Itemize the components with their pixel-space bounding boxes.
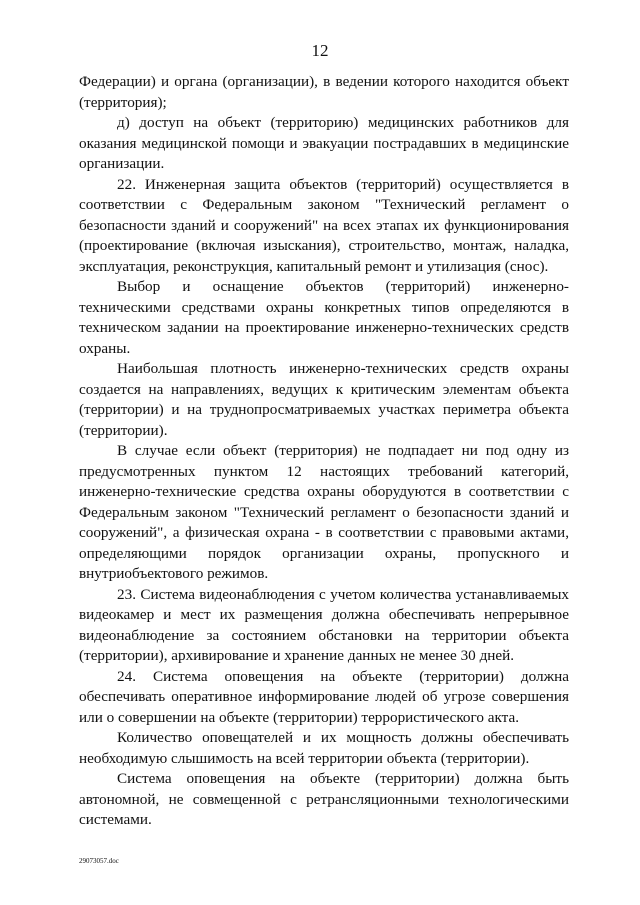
page-number: 12 — [311, 41, 329, 60]
document-file-code: 29073057.doc — [79, 857, 119, 865]
paragraph: Наибольшая плотность инженерно-технических средств охраны создается на направлениях, ведущих к критическим элементам объекта (территории) и на труднопросматриваемых участках периметра объекта (территории). — [79, 360, 569, 439]
paragraph: 23. Система видеонаблюдения с учетом количества устанавливаемых видеокамер и мест их размещения должна обеспечивать непрерывное видеонаблюдение за состоянием обстановки на территории объекта (территории), архивирование и хранение данных не менее 30 дней. — [79, 585, 569, 664]
paragraph: 24. Система оповещения на объекте (территории) должна обеспечивать оперативное информирование людей об угрозе совершения или о совершении на объекте (территории) террористического акта. — [79, 667, 569, 726]
document-body — [79, 72, 569, 831]
paragraph: д) доступ на объект (территорию) медицинских работников для оказания медицинской помощи и эвакуации пострадавших в медицинские организации. — [79, 114, 569, 172]
paragraph: Выбор и оснащение объектов (территорий) инженерно-техническими средствами охраны конкретных типов определяются в техническом задании на проектирование инженерно-технических средств охраны. — [79, 278, 569, 357]
paragraph: Федерации) и органа (организации), в ведении которого находится объект (территория); — [79, 73, 569, 111]
paragraph: 22. Инженерная защита объектов (территорий) осуществляется в соответствии с Федеральным законом "Технический регламент о безопасности зданий и сооружений" на всех этапах их функционирования (проектирование (включая изыскания), строительство, монтаж, наладка, эксплуатация, реконструкция, капитальный ремонт и утилизация (снос). — [79, 175, 569, 275]
paragraph: Система оповещения на объекте (территории) должна быть автономной, не совмещенной с ретрансляционными технологическими системами. — [79, 770, 569, 828]
paragraph: В случае если объект (территория) не подпадает ни под одну из предусмотренных пунктом 12 настоящих требований категорий, инженерно-технические средства охраны оборудуются в соответствии с Федеральным законом "Технический регламент о безопасности зданий и сооружений", а физическая охрана - в соответствии с правовыми актами, определяющими порядок организации охраны, пропускного и внутриобъектового режимов. — [79, 442, 569, 582]
paragraph: Количество оповещателей и их мощность должны обеспечивать необходимую слышимость на всей территории объекта (территории). — [79, 729, 569, 767]
